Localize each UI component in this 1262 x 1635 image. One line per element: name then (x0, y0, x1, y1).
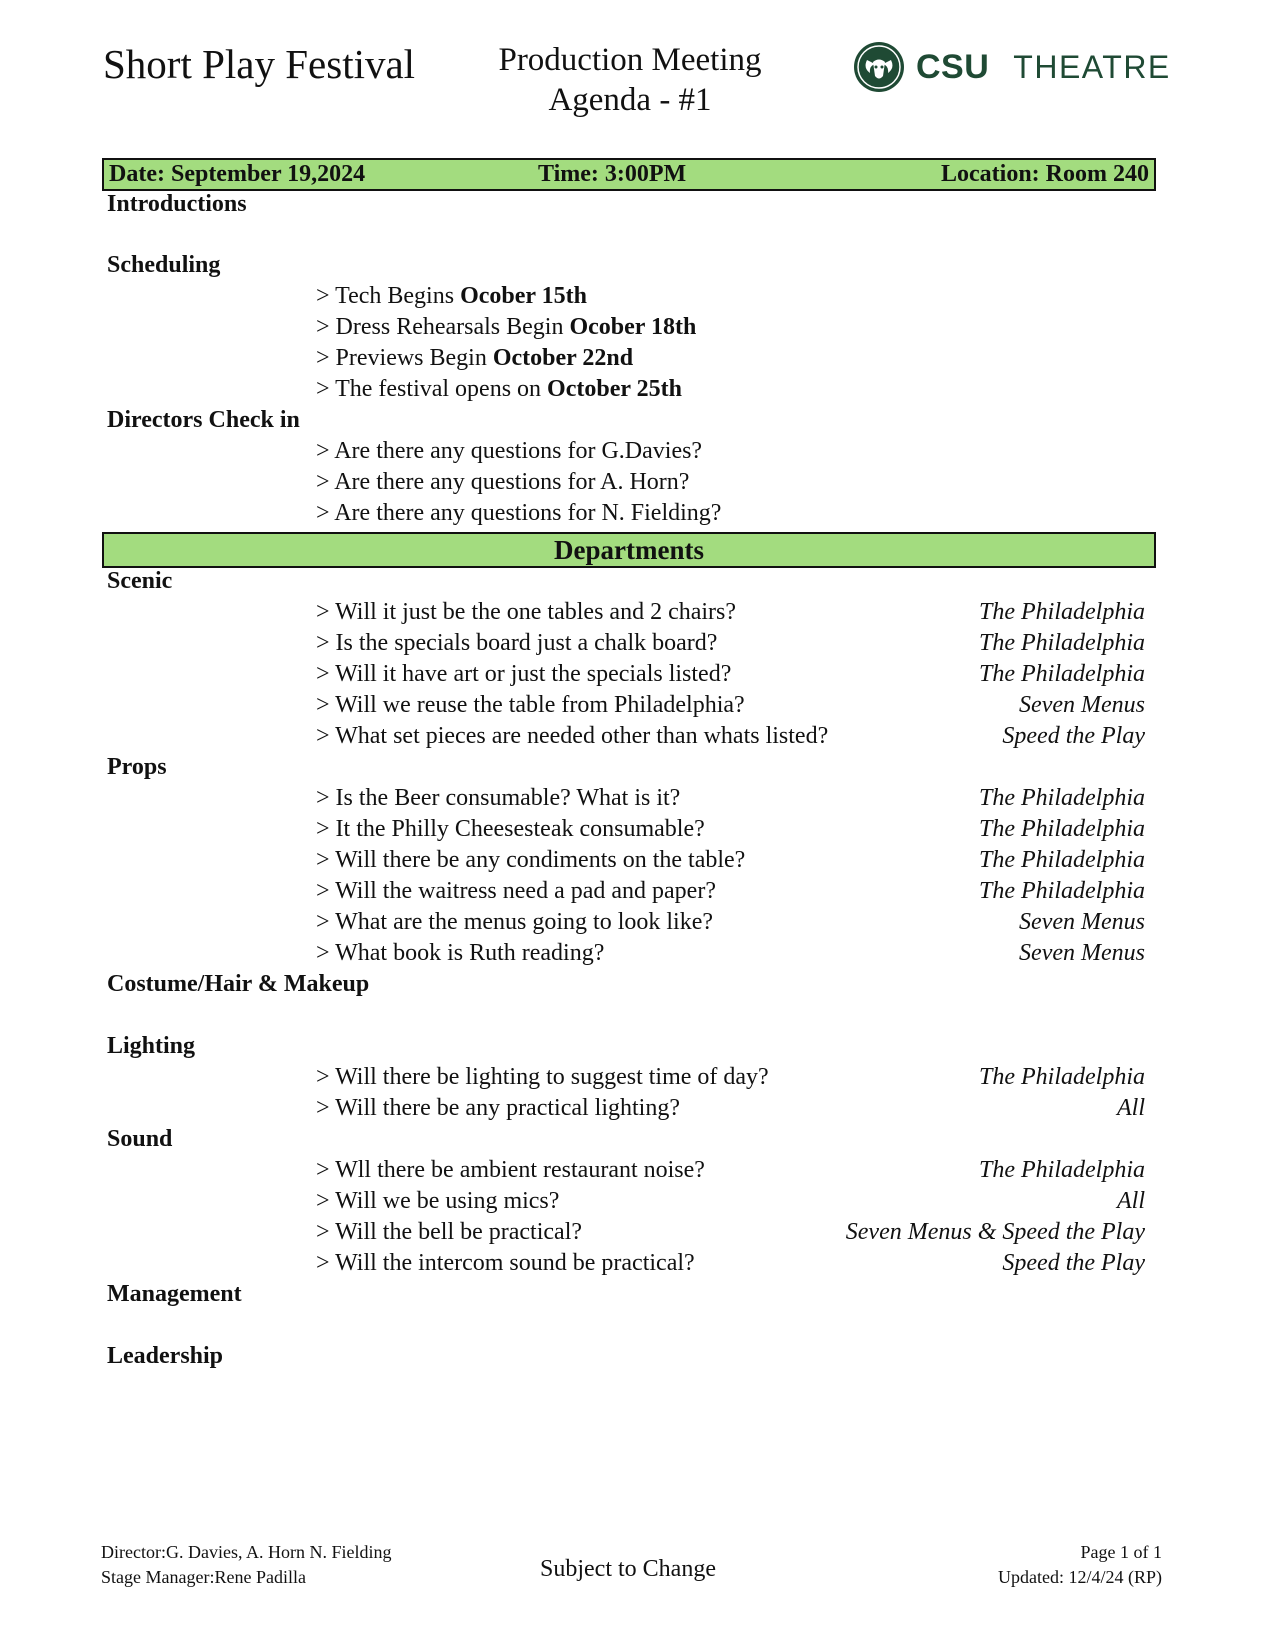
section-props: Props (107, 754, 167, 780)
sound-question: > Will the intercom sound be practical? (316, 1250, 695, 1276)
scheduling-item: > Previews Begin October 22nd (316, 345, 634, 371)
scenic-play: The Philadelphia (979, 661, 1145, 687)
section-leadership: Leadership (107, 1343, 224, 1369)
scenic-question: > Will we reuse the table from Philadelphia? (316, 692, 745, 718)
scenic-question: > Will it just be the one tables and 2 chairs? (316, 599, 737, 625)
footer-credits (101, 1540, 391, 1590)
subtitle-line-1: Production Meeting (498, 42, 762, 78)
scenic-play: Speed the Play (1002, 723, 1145, 749)
meeting-time: Time: 3:00PM (538, 161, 687, 187)
section-introductions: Introductions (107, 191, 247, 217)
meeting-info-bar (102, 158, 1156, 191)
section-scenic: Scenic (107, 568, 173, 594)
scenic-question: > What set pieces are needed other than whats listed? (316, 723, 829, 749)
section-directors-check-in: Directors Check in (107, 407, 300, 433)
section-scheduling: Scheduling (107, 252, 221, 278)
lighting-play: The Philadelphia (979, 1064, 1145, 1090)
meeting-date: Date: September 19,2024 (109, 161, 366, 187)
scheduling-item: > Dress Rehearsals Begin Ocober 18th (316, 314, 697, 340)
lighting-play: All (1117, 1095, 1145, 1121)
lighting-question: > Will there be lighting to suggest time of day? (316, 1064, 769, 1090)
sound-play: The Philadelphia (979, 1157, 1145, 1183)
csu-theatre-logo (852, 40, 1171, 94)
director-item: > Are there any questions for A. Horn? (316, 469, 690, 495)
props-play: The Philadelphia (979, 878, 1145, 904)
sound-play: All (1117, 1188, 1145, 1214)
ram-emblem-icon (852, 40, 906, 94)
logo-csu-text: CSU (916, 47, 990, 86)
scheduling-item: > Tech Begins Ocober 15th (316, 283, 587, 309)
scenic-play: The Philadelphia (979, 630, 1145, 656)
sound-question: > Will the bell be practical? (316, 1219, 583, 1245)
props-question: > What are the menus going to look like? (316, 909, 713, 935)
sound-play: Speed the Play (1002, 1250, 1145, 1276)
scenic-question: > Is the specials board just a chalk board? (316, 630, 718, 656)
scenic-question: > Will it have art or just the specials listed? (316, 661, 732, 687)
departments-header: Departments (102, 532, 1156, 568)
props-question: > Will the waitress need a pad and paper? (316, 878, 716, 904)
director-item: > Are there any questions for G.Davies? (316, 438, 703, 464)
section-costume-hair-makeup: Costume/Hair & Makeup (107, 971, 370, 997)
props-play: The Philadelphia (979, 785, 1145, 811)
scenic-play: The Philadelphia (979, 599, 1145, 625)
sound-play: Seven Menus & Speed the Play (845, 1219, 1145, 1245)
section-sound: Sound (107, 1126, 173, 1152)
props-play: The Philadelphia (979, 847, 1145, 873)
props-play: The Philadelphia (979, 816, 1145, 842)
scenic-play: Seven Menus (1019, 692, 1145, 718)
footer-updated: Updated: 12/4/24 (RP) (998, 1567, 1162, 1587)
footer-page-info (998, 1540, 1162, 1590)
director-item: > Are there any questions for N. Fielding? (316, 500, 722, 526)
props-question: > Will there be any condiments on the table? (316, 847, 746, 873)
props-question: > Is the Beer consumable? What is it? (316, 785, 681, 811)
section-management: Management (107, 1281, 242, 1307)
page-title: Short Play Festival (103, 41, 416, 87)
subtitle-line-2: Agenda - #1 (548, 82, 712, 118)
footer-page-number: Page 1 of 1 (1080, 1542, 1162, 1562)
meeting-location: Location: Room 240 (941, 161, 1149, 187)
sound-question: > Wll there be ambient restaurant noise? (316, 1157, 705, 1183)
props-play: Seven Menus (1019, 909, 1145, 935)
meeting-subtitle (470, 40, 790, 120)
props-question: > It the Philly Cheesesteak consumable? (316, 816, 705, 842)
scheduling-item: > The festival opens on October 25th (316, 376, 682, 402)
section-lighting: Lighting (107, 1033, 196, 1059)
footer-stage-manager: Stage Manager:Rene Padilla (101, 1567, 306, 1587)
props-question: > What book is Ruth reading? (316, 940, 605, 966)
lighting-question: > Will there be any practical lighting? (316, 1095, 680, 1121)
footer-director: Director:G. Davies, A. Horn N. Fielding (101, 1542, 392, 1562)
footer-subject-to-change: Subject to Change (540, 1556, 716, 1582)
sound-question: > Will we be using mics? (316, 1188, 560, 1214)
props-play: Seven Menus (1019, 940, 1145, 966)
logo-theatre-text: THEATRE (1013, 48, 1171, 85)
